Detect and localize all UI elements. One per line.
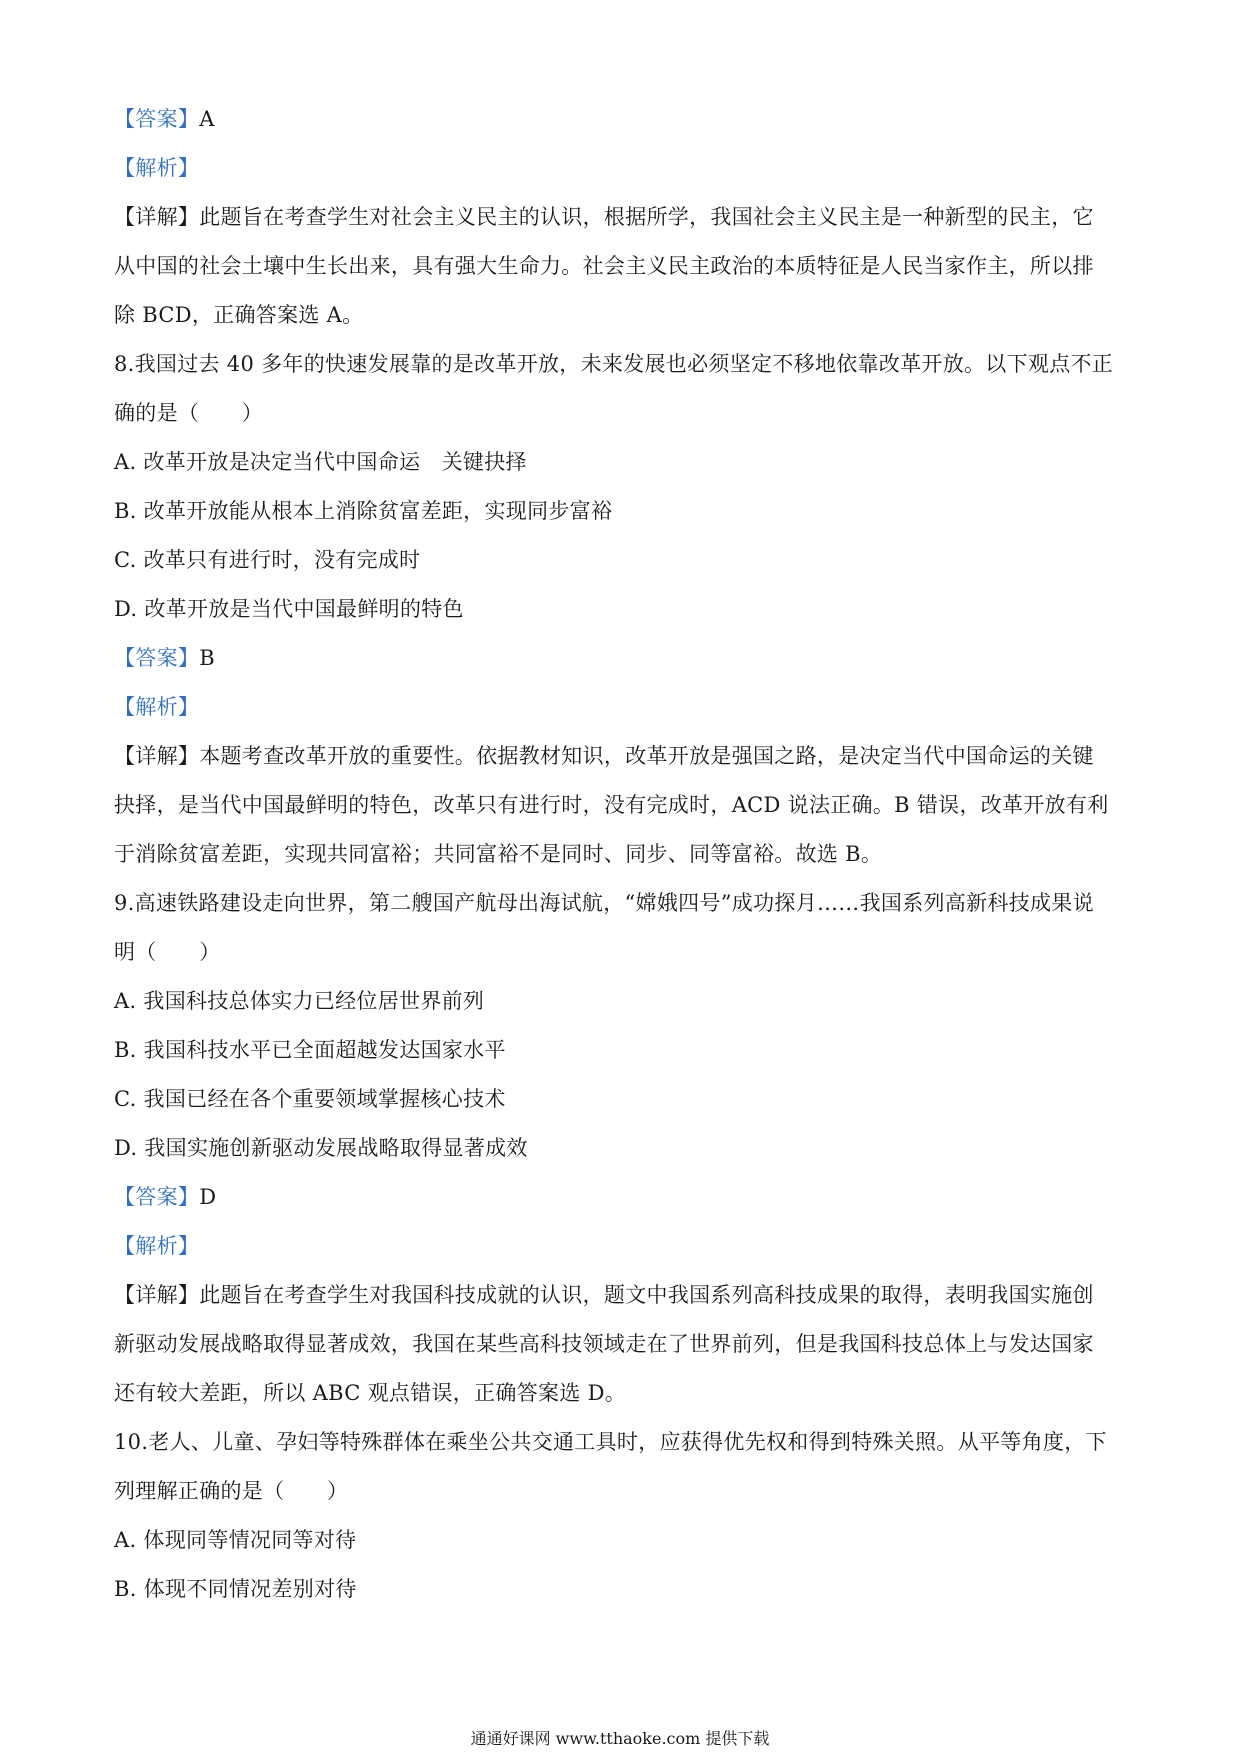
question-9-stem: 9.高速铁路建设走向世界，第二艘国产航母出海试航，“嫦娥四号”成功探月……我国系列高新科技成果说 bbox=[114, 891, 1094, 915]
explanation-line: 新驱动发展战略取得显著成效，我国在某些高科技领域走在了世界前列，但是我国科技总体上与发达国家 bbox=[114, 1332, 1094, 1356]
answer-line-8 bbox=[114, 643, 1134, 673]
answer-line-9 bbox=[114, 1182, 1134, 1212]
question-8-stem-cont: 确的是（ ） bbox=[114, 401, 264, 425]
explanation-line: 于消除贫富差距，实现共同富裕；共同富裕不是同时、同步、同等富裕。故选 B。 bbox=[114, 842, 883, 866]
option-c: C. 改革只有进行时，没有完成时 bbox=[114, 548, 421, 572]
option-d: D. 我国实施创新驱动发展战略取得显著成效 bbox=[114, 1136, 528, 1160]
analysis-label-7: 【解析】 bbox=[114, 156, 200, 180]
explanation-line: 【详解】此题旨在考查学生对我国科技成就的认识，题文中我国系列高科技成果的取得，表明我国实施创 bbox=[114, 1283, 1094, 1307]
answer-label: 【答案】 bbox=[114, 107, 200, 131]
analysis-label-9: 【解析】 bbox=[114, 1234, 200, 1258]
explanation-line: 从中国的社会土壤中生长出来，具有强大生命力。社会主义民主政治的本质特征是人民当家作主，所以排 bbox=[114, 254, 1094, 278]
option-b: B. 体现不同情况差别对待 bbox=[114, 1577, 357, 1601]
question-8-stem: 8.我国过去 40 多年的快速发展靠的是改革开放，未来发展也必须坚定不移地依靠改革开放。以下观点不正 bbox=[114, 352, 1114, 376]
question-10-stem: 10.老人、儿童、孕妇等特殊群体在乘坐公共交通工具时，应获得优先权和得到特殊关照。从平等角度，下 bbox=[114, 1430, 1107, 1454]
answer-label: 【答案】 bbox=[114, 1185, 200, 1209]
answer-value: B bbox=[199, 646, 215, 670]
question-9-stem-cont: 明（ ） bbox=[114, 940, 221, 964]
answer-value: D bbox=[199, 1185, 217, 1209]
explanation-line: 【详解】本题考查改革开放的重要性。依据教材知识，改革开放是强国之路，是决定当代中国命运的关键 bbox=[114, 744, 1094, 768]
option-d: D. 改革开放是当代中国最鲜明的特色 bbox=[114, 597, 464, 621]
analysis-label-8: 【解析】 bbox=[114, 695, 200, 719]
explanation-line: 除 BCD，正确答案选 A。 bbox=[114, 303, 364, 327]
answer-label: 【答案】 bbox=[114, 646, 200, 670]
option-b: B. 我国科技水平已全面超越发达国家水平 bbox=[114, 1038, 506, 1062]
option-a: A. 我国科技总体实力已经位居世界前列 bbox=[114, 989, 485, 1013]
answer-line-7 bbox=[114, 104, 1134, 134]
option-c: C. 我国已经在各个重要领域掌握核心技术 bbox=[114, 1087, 506, 1111]
explanation-line: 【详解】此题旨在考查学生对社会主义民主的认识，根据所学，我国社会主义民主是一种新型的民主，它 bbox=[114, 205, 1094, 229]
question-10-stem-cont: 列理解正确的是（ ） bbox=[114, 1479, 349, 1503]
page-footer: 通通好课网 www.tthaoke.com 提供下载 bbox=[470, 1729, 770, 1748]
answer-value: A bbox=[199, 107, 215, 131]
explanation-line: 抉择，是当代中国最鲜明的特色，改革只有进行时，没有完成时，ACD 说法正确。B 错误，改革开放有利 bbox=[114, 793, 1109, 817]
option-a: A. 体现同等情况同等对待 bbox=[114, 1528, 357, 1552]
option-a: A. 改革开放是决定当代中国命运 关键抉择 bbox=[114, 450, 527, 474]
option-b: B. 改革开放能从根本上消除贫富差距，实现同步富裕 bbox=[114, 499, 613, 523]
explanation-line: 还有较大差距，所以 ABC 观点错误，正确答案选 D。 bbox=[114, 1381, 627, 1405]
